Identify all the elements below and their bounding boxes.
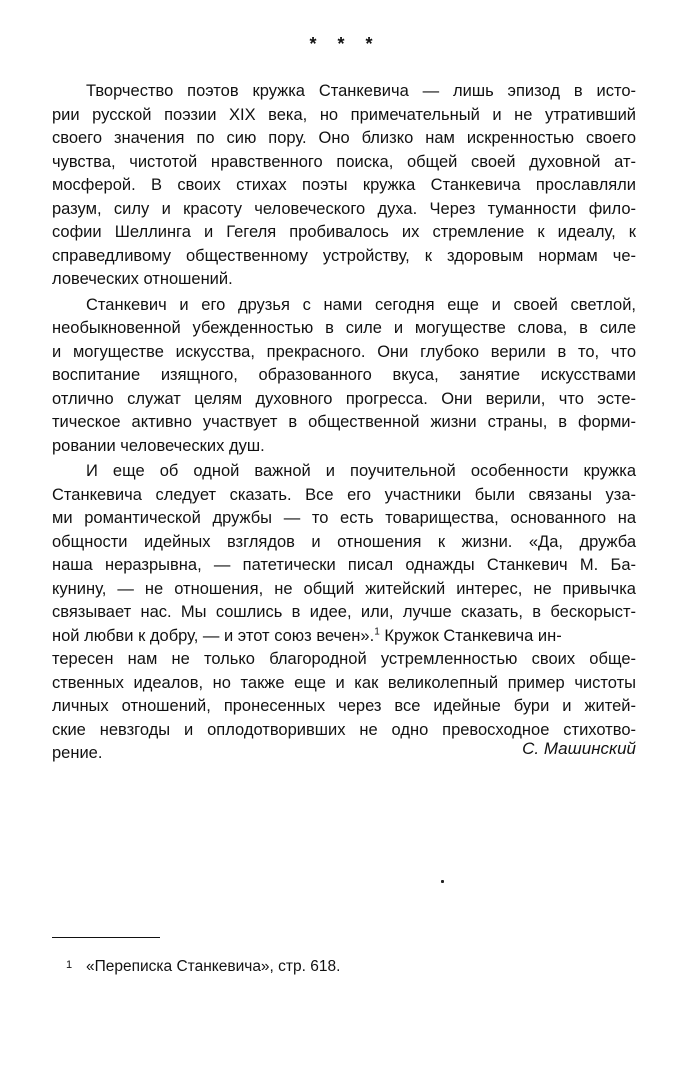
text-line: мосферой. В своих стихах поэты кружка Станкевича прославляли [52,176,636,194]
footnote-reference[interactable]: 1 [374,626,380,637]
text-line: разум, силу и красоту человеческого духа. Через туманности фило- [52,199,636,218]
text-line-with-footnote-ref [52,625,636,649]
text-line: ровании человеческих душ. [52,436,265,455]
text-line: справедливому общественному устройству, к здоровым нормам че- [52,246,636,265]
text-line: тересен нам не только благородной устремленностью своих обще- [52,650,636,668]
footnote-text: «Переписка Станкевича», стр. 618. [86,958,341,975]
text-segment: Кружок Станкевича ин- [379,626,562,645]
text-line: Станкевича следует сказать. Все его участники были связаны уза- [52,485,636,504]
author-signature: С. Машинский [522,739,636,758]
text-line: общности идейных взглядов и отношения к жизни. «Да, дружба [52,532,636,551]
text-segment: ной любви к добру, — и этот союз вечен». [52,626,375,645]
text-line: воспитание изящного, образованного вкуса, занятие искусствами [52,366,636,384]
footnote-divider [52,937,160,938]
text-line: личных отношений, пронесенных через все идейные бури и житей- [52,697,636,715]
section-separator: * * * [309,34,381,54]
text-line: ские невзгоды и оплодотворивших не одно превосходное стихотво- [52,720,636,739]
body-text [52,80,636,766]
text-line: И еще об одной важной и поучительной особенности кружка [86,462,636,480]
text-line: и могуществе искусства, прекрасного. Они глубоко верили в то, что [52,342,636,361]
text-line: наша неразрывна, — патетически писал однажды Станкевич М. Ба- [52,556,636,574]
text-line: ловеческих отношений. [52,270,233,288]
text-line: ственных идеалов, но также еще и как великолепный пример чистоты [52,673,636,692]
text-line: Станкевич и его друзья с нами сегодня еще и своей светлой, [86,295,636,314]
text-line: чувства, чистотой нравственного поиска, общей своей духовной ат- [52,152,636,171]
footnote [66,956,341,978]
text-line: отлично служат целям духовного прогресса. Они верили, что эсте- [52,389,636,408]
footnote-mark: 1 [66,959,73,971]
text-line: необыкновенной убежденностью в силе и могуществе слова, в силе [52,319,636,337]
text-line: софии Шеллинга и Гегеля пробивалось их стремление к идеалу, к [52,223,636,241]
text-line: кунину, — не отношения, не общий житейский интерес, не привычка [52,579,636,598]
text-line: связывает нас. Мы сошлись в идее, или, лучше сказать, в бескорыст- [52,603,636,621]
text-line: рение. [52,744,103,762]
text-line: рии русской поэзии XIX века, но примечательный и не утративший [52,105,636,124]
text-line: тическое активно участвует в общественной жизни страны, в форми- [52,413,636,431]
print-speck [441,880,444,883]
text-line: Творчество поэтов кружка Станкевича — лишь эпизод в исто- [86,82,636,100]
text-line: своего значения по сию пору. Оно близко нам искренностью своего [52,129,636,147]
text-line: ми романтической дружбы — то есть товарищества, основанного на [52,509,636,527]
